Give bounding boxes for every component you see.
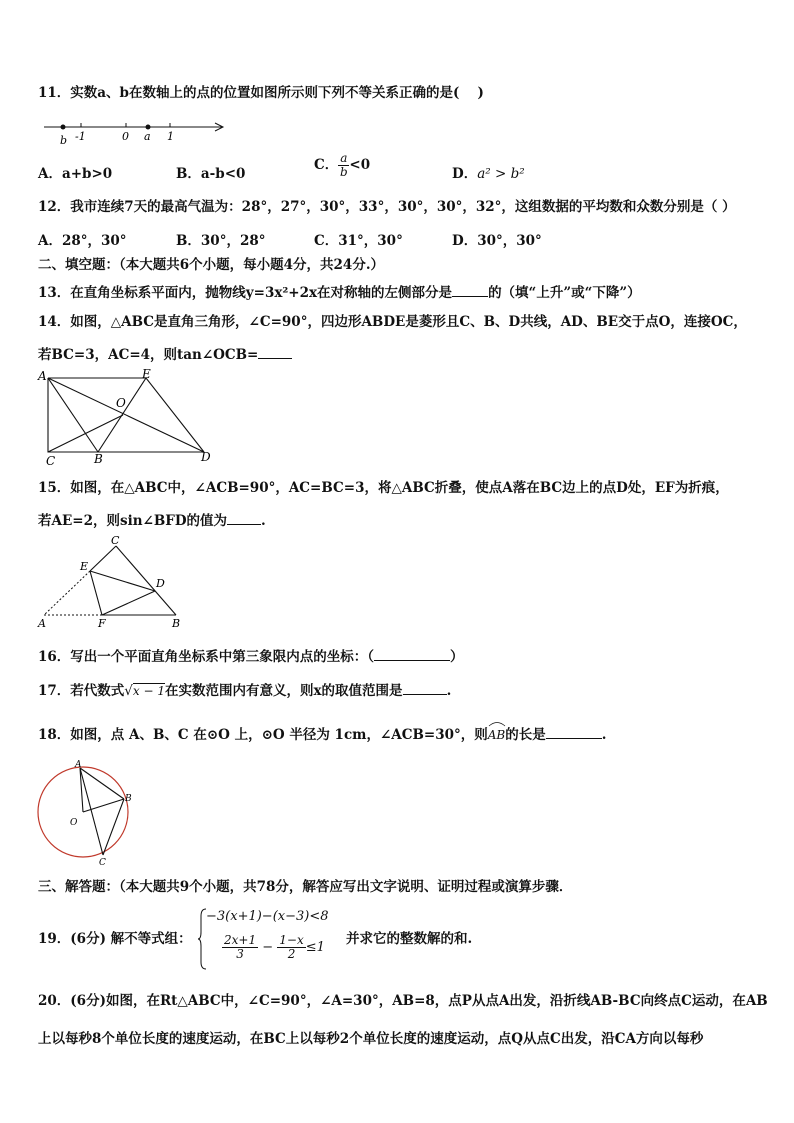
axis-label-neg1: -1 — [75, 130, 86, 143]
q15-label-c: C — [111, 534, 120, 547]
q11-option-c — [314, 152, 370, 179]
q14-line2 — [38, 344, 292, 364]
q11-option-b: B．a-b<0 — [176, 166, 246, 182]
q18-answer-blank[interactable] — [546, 724, 602, 739]
q18-post: 的长是 — [505, 727, 546, 743]
q15-label-b: B — [172, 617, 181, 630]
sqrt-symbol: √ — [124, 683, 133, 699]
q17-answer-blank[interactable] — [403, 680, 447, 695]
q17-pre: 17．若代数式 — [38, 683, 125, 699]
q17-radicand: x − 1 — [132, 684, 165, 698]
q15-line2 — [38, 510, 266, 530]
q14-label-a: A — [38, 369, 47, 383]
q13-tail: 的（填“上升”或“下降”） — [488, 285, 641, 301]
q16-text: 16．写出一个平面直角坐标系中第三象限内点的坐标：（ — [38, 649, 375, 665]
q15-label-a: A — [38, 617, 46, 630]
q17-post: 在实数范围内有意义，则x的取值范围是 — [165, 683, 403, 699]
q15-line2-end: . — [261, 513, 266, 529]
q19-ineq2-tail: ≤1 — [305, 940, 325, 955]
q14-label-c: C — [46, 454, 56, 468]
q18-label-o: O — [70, 818, 78, 828]
axis-label-a: a — [144, 130, 151, 143]
q19-frac2-den: 2 — [287, 947, 296, 961]
q13-text: 13．在直角坐标系平面内，抛物线y=3x²+2x在对称轴的左侧部分是 — [38, 285, 453, 301]
q18-end: . — [601, 727, 607, 743]
q11-option-d-expr: a² > b² — [477, 166, 525, 182]
q15-line2-text: 若AE=2，则sin∠BFD的值为 — [38, 513, 228, 529]
q13 — [38, 282, 641, 302]
q14-label-e: E — [142, 367, 151, 381]
q20-line1: 20．(6分)如图，在Rt△ABC中，∠C=90°，∠A=30°，AB=8，点P从点A出发，沿折线AB-BC向终点C运动，在AB — [38, 993, 768, 1009]
q18-arc-label: AB — [487, 728, 506, 742]
minus-sign: − — [262, 940, 274, 955]
q18-arc-ab — [488, 726, 505, 744]
q19-frac1 — [222, 934, 258, 961]
q11-frac-den: b — [339, 165, 348, 179]
q13-answer-blank[interactable] — [452, 282, 488, 297]
q16-tail: ） — [450, 649, 464, 665]
axis-label-b: b — [60, 134, 68, 147]
q11-number-line — [42, 120, 242, 150]
section2-heading: 二、填空题：（本大题共6个小题，每小题4分，共24分.） — [38, 257, 385, 273]
q12-option-c: C．31°，30° — [314, 233, 403, 249]
axis-label-1: 1 — [167, 130, 174, 143]
q11-option-d-prefix: D． — [452, 166, 478, 182]
q14-answer-blank[interactable] — [258, 344, 292, 359]
q18-label-c: C — [99, 858, 106, 868]
q19-frac2 — [277, 934, 305, 961]
q16-answer-blank[interactable] — [374, 646, 450, 661]
q19-frac2-num: 1−x — [279, 933, 304, 947]
q19-frac1-num: 2x+1 — [224, 933, 257, 947]
q15-answer-blank[interactable] — [227, 510, 261, 525]
q12-option-d: D．30°，30° — [452, 233, 542, 249]
q11-frac-num: a — [340, 151, 348, 165]
q19-ineq2 — [222, 934, 325, 961]
q19-pre: 19．(6分) 解不等式组： — [38, 931, 192, 947]
q15-figure — [36, 535, 196, 635]
q15-label-e: E — [80, 560, 89, 573]
q12-option-b: B．30°，28° — [176, 233, 266, 249]
q20-line2: 上以每秒8个单位长度的速度运动，在BC上以每秒2个单位长度的速度运动，点Q从点C出发，沿CA方向以每秒 — [38, 1031, 704, 1047]
section3-heading: 三、解答题：（本大题共9个小题，共78分，解答应写出文字说明、证明过程或演算步骤． — [38, 879, 573, 895]
q16 — [38, 646, 464, 666]
q12-stem: 12．我市连续7天的最高气温为：28°，27°，30°，33°，30°，30°，32°，这组数据的平均数和众数分别是（ ） — [38, 199, 736, 215]
q11-option-d — [452, 162, 525, 182]
q12-option-a: A．28°，30° — [38, 233, 127, 249]
q18-figure — [36, 758, 136, 868]
q14-line1: 14．如图，△ABC是直角三角形，∠C=90°，四边形ABDE是菱形且C、B、D共线，AD、BE交于点O，连接OC， — [38, 314, 747, 330]
q17-end: . — [446, 683, 452, 699]
axis-label-0: 0 — [122, 130, 129, 143]
q11-option-a: A．a+b>0 — [38, 166, 113, 182]
q18 — [38, 724, 606, 744]
q18-label-a: A — [75, 760, 82, 770]
q11-option-c-prefix: C． — [314, 157, 339, 173]
q11-option-c-suffix: <0 — [349, 157, 371, 173]
q14-label-b: B — [94, 452, 103, 466]
q15-line1: 15．如图，在△ABC中，∠ACB=90°，AC=BC=3，将△ABC折叠，使点A落在BC边上的点D处，EF为折痕， — [38, 480, 729, 496]
q17 — [38, 680, 451, 700]
arc-mark-icon — [488, 721, 506, 727]
q11-stem: 11．实数a、b在数轴上的点的位置如图所示则下列不等关系正确的是( ) — [38, 85, 484, 101]
q18-label-b: B — [125, 794, 132, 804]
q14-label-d: D — [201, 450, 211, 464]
q19-post: 并求它的整数解的和. — [346, 931, 473, 947]
q15-label-f: F — [98, 617, 106, 630]
q11-option-c-fraction — [338, 152, 349, 179]
q14-line2-text: 若BC=3，AC=4，则tan∠OCB= — [38, 347, 259, 363]
q19-frac1-den: 3 — [236, 947, 244, 961]
q19-ineq1: −3(x+1)−(x−3)<8 — [206, 909, 329, 924]
q18-pre: 18．如图，点 A、B、C 在⊙O 上，⊙O 半径为 1cm，∠ACB=30°，则 — [38, 727, 488, 743]
q14-label-o: O — [116, 396, 126, 410]
q14-figure — [36, 368, 216, 468]
q15-label-d: D — [156, 577, 165, 590]
